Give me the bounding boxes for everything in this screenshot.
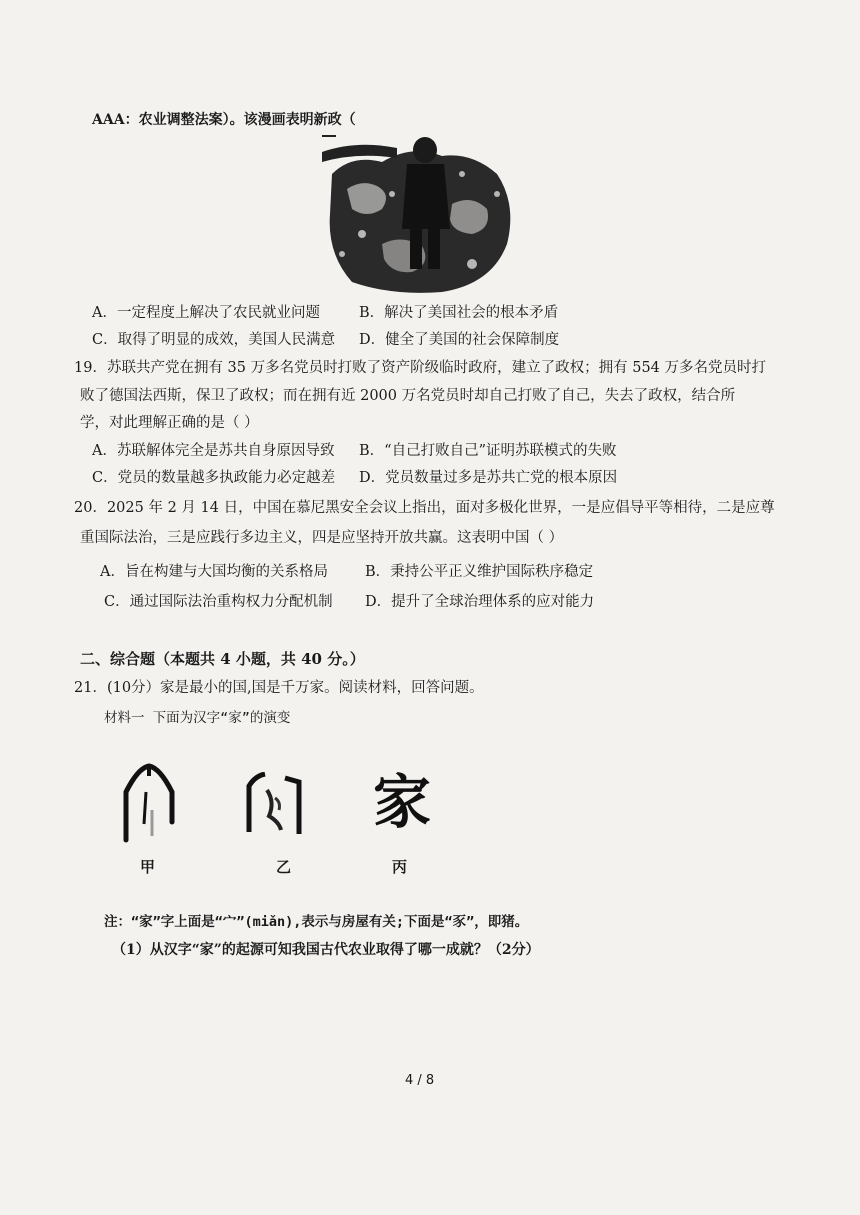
q18-option-a: A．一定程度上解决了农民就业问题 — [92, 305, 320, 321]
q20-option-d: D．提升了全球治理体系的应对能力 — [365, 594, 595, 610]
q20-option-b: B．秉持公平正义维护国际秩序稳定 — [365, 564, 594, 580]
q19-option-a: A．苏联解体完全是苏共自身原因导致 — [92, 443, 335, 459]
q19-option-c: C．党员的数量越多执政能力必定越差 — [92, 470, 336, 486]
q20-stem-line1: 20．2025 年 2 月 14 日，中国在慕尼黑安全会议上指出，面对多极化世界，一是应倡导平等相待，二是应尊 — [74, 500, 775, 516]
q18-tail-text: AAA：农业调整法案）。该漫画表明新政（ — [92, 112, 356, 128]
glyph-label-jia: 甲 — [140, 858, 156, 876]
q19-option-b: B．“自己打败自己”证明苏联模式的失败 — [359, 443, 617, 459]
page-number: 4 / 8 — [405, 1073, 435, 1088]
q20-option-c: C．通过国际法治重构权力分配机制 — [104, 594, 333, 610]
q20-option-a: A．旨在构建与大国均衡的关系格局 — [100, 564, 328, 580]
q21-note: 注：“家”字上面是“宀”(miǎn),表示与房屋有关;下面是“豕”，即猪。 — [104, 914, 529, 930]
q19-option-d: D．党员数量过多是苏共亡党的根本原因 — [359, 470, 618, 486]
glyph-bing-seal: 家 — [373, 768, 432, 836]
q19-stem-line2: 败了德国法西斯，保卫了政权；而在拥有近 2000 万名党员时却自己打败了自己，失去了政权，结合所 — [80, 388, 736, 404]
q18-option-b: B．解决了美国社会的根本矛盾 — [359, 305, 559, 321]
new-deal-cartoon — [322, 134, 520, 296]
q19-stem-line1: 19．苏联共产党在拥有 35 万多名党员时打败了资产阶级临时政府，建立了政权；拥有 554 万多名党员时打 — [74, 360, 767, 376]
q20-stem-line2: 重国际法治，三是应践行多边主义，四是应坚持开放共赢。这表明中国（ ） — [80, 530, 564, 546]
q19-stem-line3: 学，对此理解正确的是（ ） — [80, 415, 259, 431]
q21-sub-question-1: （1）从汉字“家”的起源可知我国古代农业取得了哪一成就？（2分） — [112, 942, 540, 958]
q18-option-c: C．取得了明显的成效，美国人民满意 — [92, 332, 336, 348]
q18-option-d: D．健全了美国的社会保障制度 — [359, 332, 560, 348]
glyph-label-yi: 乙 — [276, 858, 292, 876]
glyph-label-bing: 丙 — [392, 858, 408, 876]
glyph-yi-bronze — [245, 772, 305, 836]
glyph-jia-oracle — [118, 762, 180, 844]
section-heading: 二、综合题（本题共 4 小题，共 40 分。） — [80, 650, 365, 668]
q21-material-1: 材料一 下面为汉字“家”的演变 — [104, 710, 291, 726]
q21-intro: 21．(10分）家是最小的国,国是千万家。阅读材料，回答问题。 — [74, 680, 484, 696]
